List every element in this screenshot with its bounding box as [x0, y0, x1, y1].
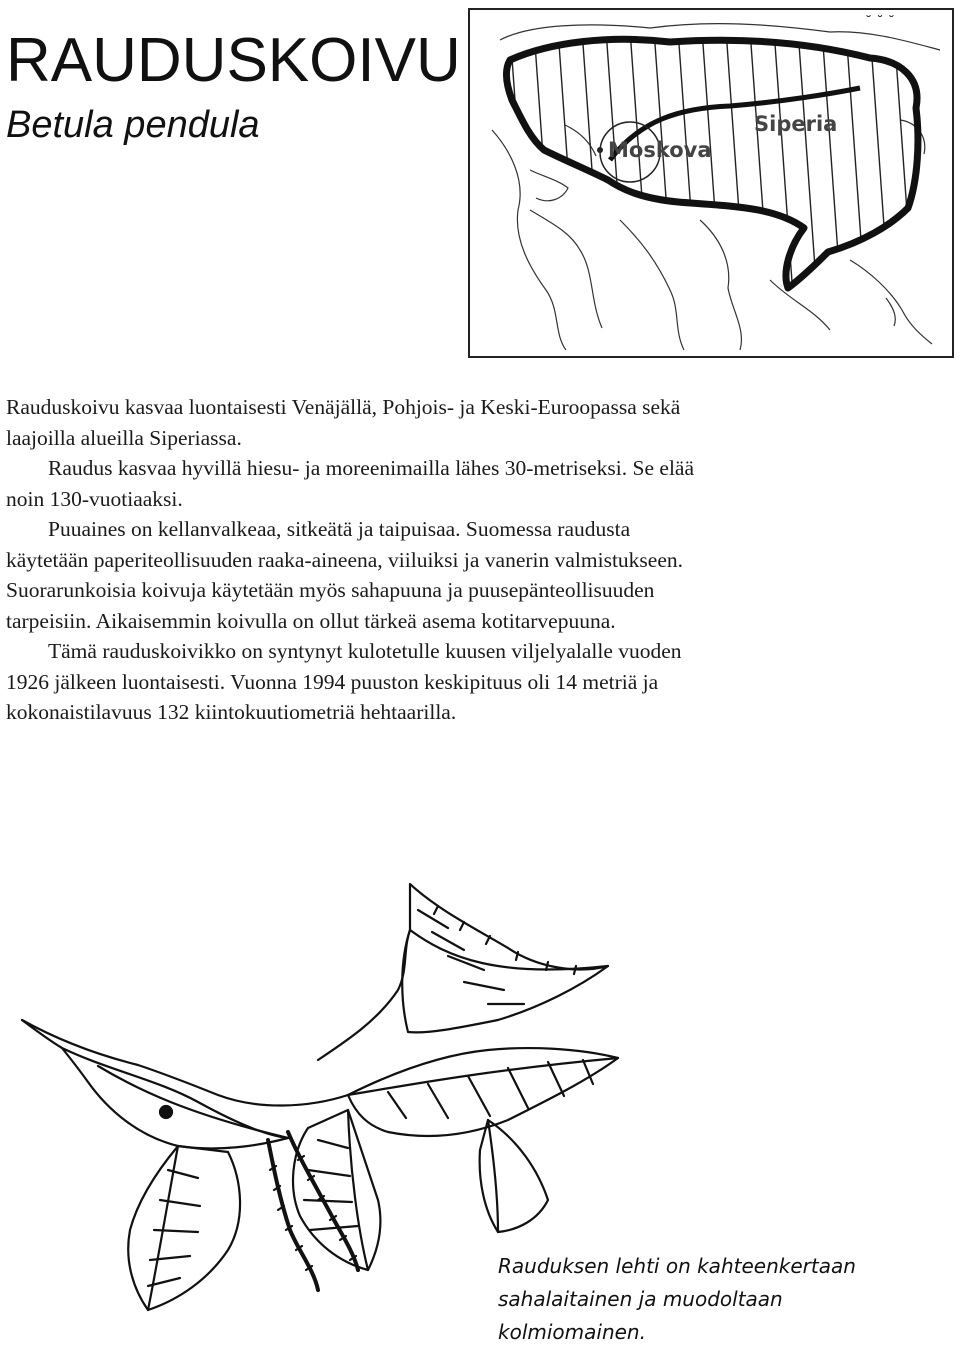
paragraph-growth: Raudus kasvaa hyvillä hiesu- ja moreenimailla lähes 30-metriseksi. Se elää noin 130-vuotiaaksi.: [6, 456, 694, 511]
moscow-label: Moskova: [608, 138, 712, 162]
caption-line-1: Rauduksen lehti on kahteenkertaan: [498, 1254, 856, 1278]
latin-name: Betula pendula: [6, 104, 260, 146]
distribution-map: [468, 8, 954, 358]
body-text: [6, 392, 716, 728]
range-map-icon: [470, 10, 952, 356]
paragraph-wood-use: Puuaines on kellanvalkeaa, sitkeätä ja taipuisaa. Suomessa raudusta käytetään paperiteollisuuden raaka-aineena, viiluiksi ja vanerin valmistukseen. Suorarunkoisia koivuja käytetään myös sahapuuna ja puusepänteollisuuden tarpeisiin. Aikaisemmin koivulla on ollut tärkeä asema kotitarvepuuna.: [6, 517, 683, 633]
siberia-label: Siperia: [754, 112, 838, 136]
leaf-caption: [498, 1250, 938, 1349]
paragraph-stand-history: Tämä rauduskoivikko on syntynyt kulotetulle kuusen viljelyalalle vuoden 1926 jälkeen luontaisesti. Vuonna 1994 puuston keskipituus oli 14 metriä ja kokonaistilavuus 132 kiintokuutiometriä hehtaarilla.: [6, 639, 682, 724]
svg-text:˘ ˘ ˘: ˘ ˘ ˘: [865, 14, 895, 30]
page-title: RAUDUSKOIVU: [6, 26, 461, 95]
caption-line-3: kolmiomainen.: [498, 1320, 646, 1344]
caption-line-2: sahalaitainen ja muodoltaan: [498, 1287, 783, 1311]
paragraph-distribution: Rauduskoivu kasvaa luontaisesti Venäjällä, Pohjois- ja Keski-Euroopassa sekä laajoilla alueilla Siperiassa.: [6, 395, 681, 450]
